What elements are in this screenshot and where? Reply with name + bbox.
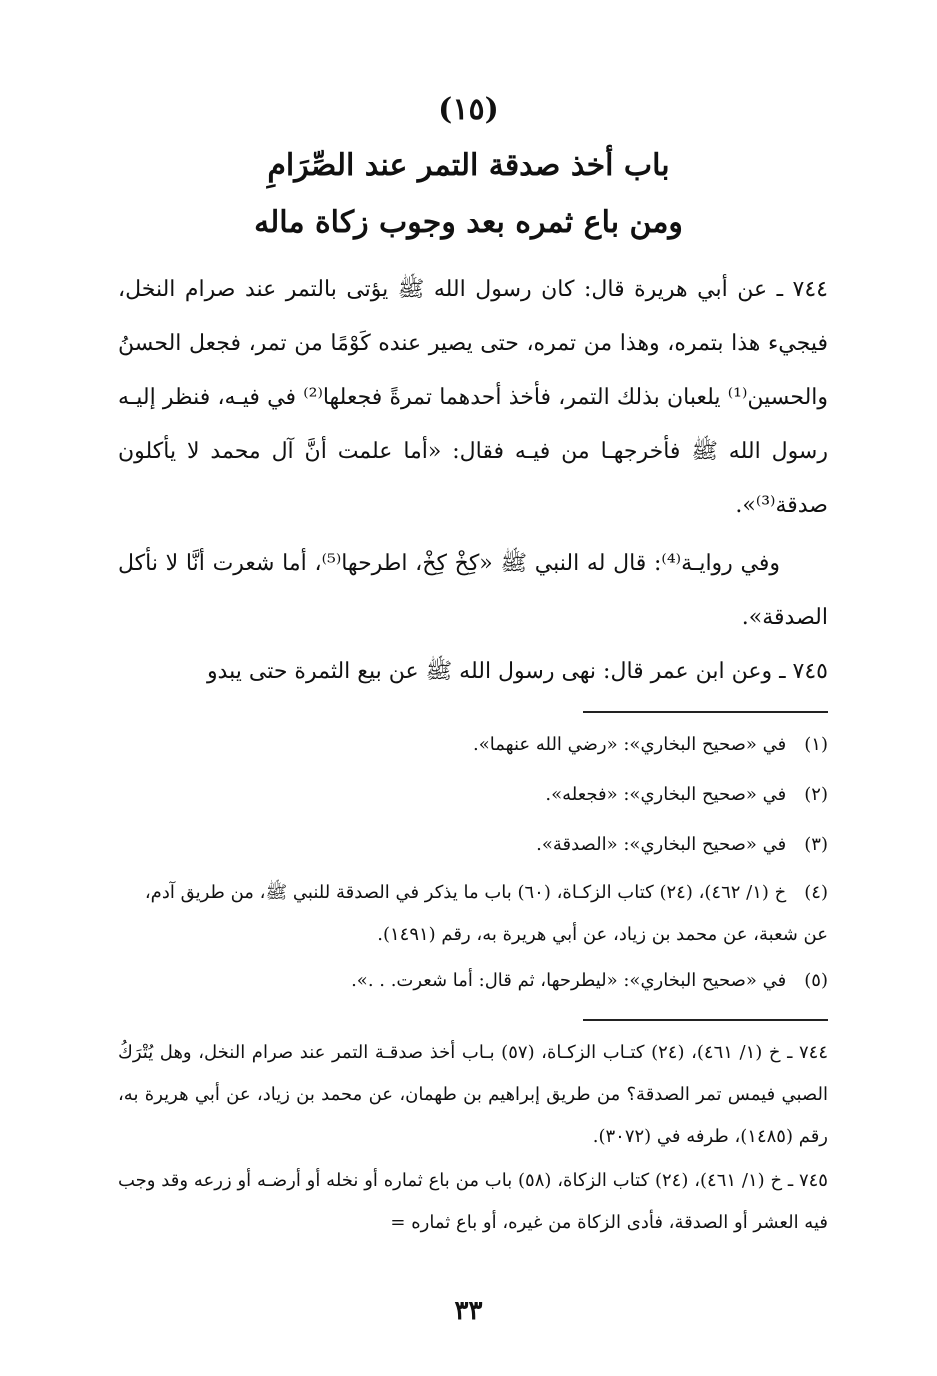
hadith-744-text: ٧٤٤ ـ عن أبي هريرة قال: كان رسول الله ﷺ يؤتى بالتمر عند صرام النخل، فيجيء هذا بتمره، وهذا من تمره، حتى يصير عنده كَوْمًا من تمر، فجعل الحسنُ والحسين⁽¹⁾ يلعبان بذلك التمر، فأخذ أحدهما تمرةً فجعلها⁽²⁾ في فيـه، فنظر إليـه رسول الله ﷺ فأخرجهـا من فيـه فقال: «أما علمت أنَّ آل محمد لا يأكلون صدقة⁽³⁾».: [118, 277, 829, 518]
footnote-number: (٢): [804, 784, 828, 805]
hadith-745-text: ٧٤٥ ـ وعن ابن عمر قال: نهى رسول الله ﷺ عن بيع الثمرة حتى يبدو: [206, 659, 828, 684]
chapter-title-line-2: ومن باع ثمره بعد وجوب زكاة ماله: [254, 205, 683, 240]
source-note-744: ٧٤٤ ـ خ (١/ ٤٦١)، (٢٤) كتـاب الزكـاة، (٥٧) بـاب أخذ صدقـة التمر عند صرام النخل، وهل يُتْرَكُ الصبي فيمس تمر الصدقة؟ من طريق إبراهيم بن طهمان، عن محمد بن زياد، عن أبي هريرة به، رقم (١٤٨٥)، طرفه في (٣٠٧٢).: [118, 1042, 829, 1147]
chapter-title-line-1: باب أخذ صدقة التمر عند الصِّرَامِ: [267, 148, 670, 183]
footnote-text: في «صحيح البخاري»: «الصدقة».: [536, 834, 787, 855]
footnote-number: (٥): [804, 970, 828, 991]
footnote-4: [118, 872, 828, 956]
footnote-number: (٤): [804, 882, 828, 903]
footnote-1: [118, 724, 828, 766]
footnote-divider: [583, 711, 828, 713]
chapter-number: (١٥): [438, 92, 499, 127]
footnote-3: [118, 824, 828, 866]
page-number: ٣٣: [454, 1296, 483, 1326]
footnote-text: في «صحيح البخاري»: «رضي الله عنهما».: [473, 734, 787, 755]
footnote-number: (٣): [804, 834, 828, 855]
footnote-text: في «صحيح البخاري»: «فجعله».: [545, 784, 787, 805]
footnote-text: خ (١/ ٤٦٢)، (٢٤) كتاب الزكـاة، (٦٠) باب ما يذكر في الصدقة للنبي ﷺ، من طريق آدم، عن شعبة، عن محمد بن زياد، عن أبي هريرة به، رقم (١٤٩١).: [144, 882, 828, 945]
source-note-745: ٧٤٥ ـ خ (١/ ٤٦١)، (٢٤) كتاب الزكاة، (٥٨) باب من باع ثماره أو نخله أو أرضـه أو زرعه وقد وجب فيه العشر أو الصدقة، فأدى الزكاة من غيره، أو باع ثماره =: [118, 1170, 828, 1233]
source-divider: [583, 1019, 828, 1021]
riwaya-text: وفي روايـة⁽⁴⁾: قال له النبي ﷺ «كِخْ كِخْ، اطرحها⁽⁵⁾، أما شعرت أنَّا لا نأكل الصدقة».: [118, 551, 828, 630]
footnote-2: [118, 774, 828, 816]
footnote-5: [118, 960, 828, 1002]
footnote-text: في «صحيح البخاري»: «ليطرحها، ثم قال: أما شعرت. . .».: [351, 970, 787, 991]
footnote-number: (١): [804, 734, 828, 755]
